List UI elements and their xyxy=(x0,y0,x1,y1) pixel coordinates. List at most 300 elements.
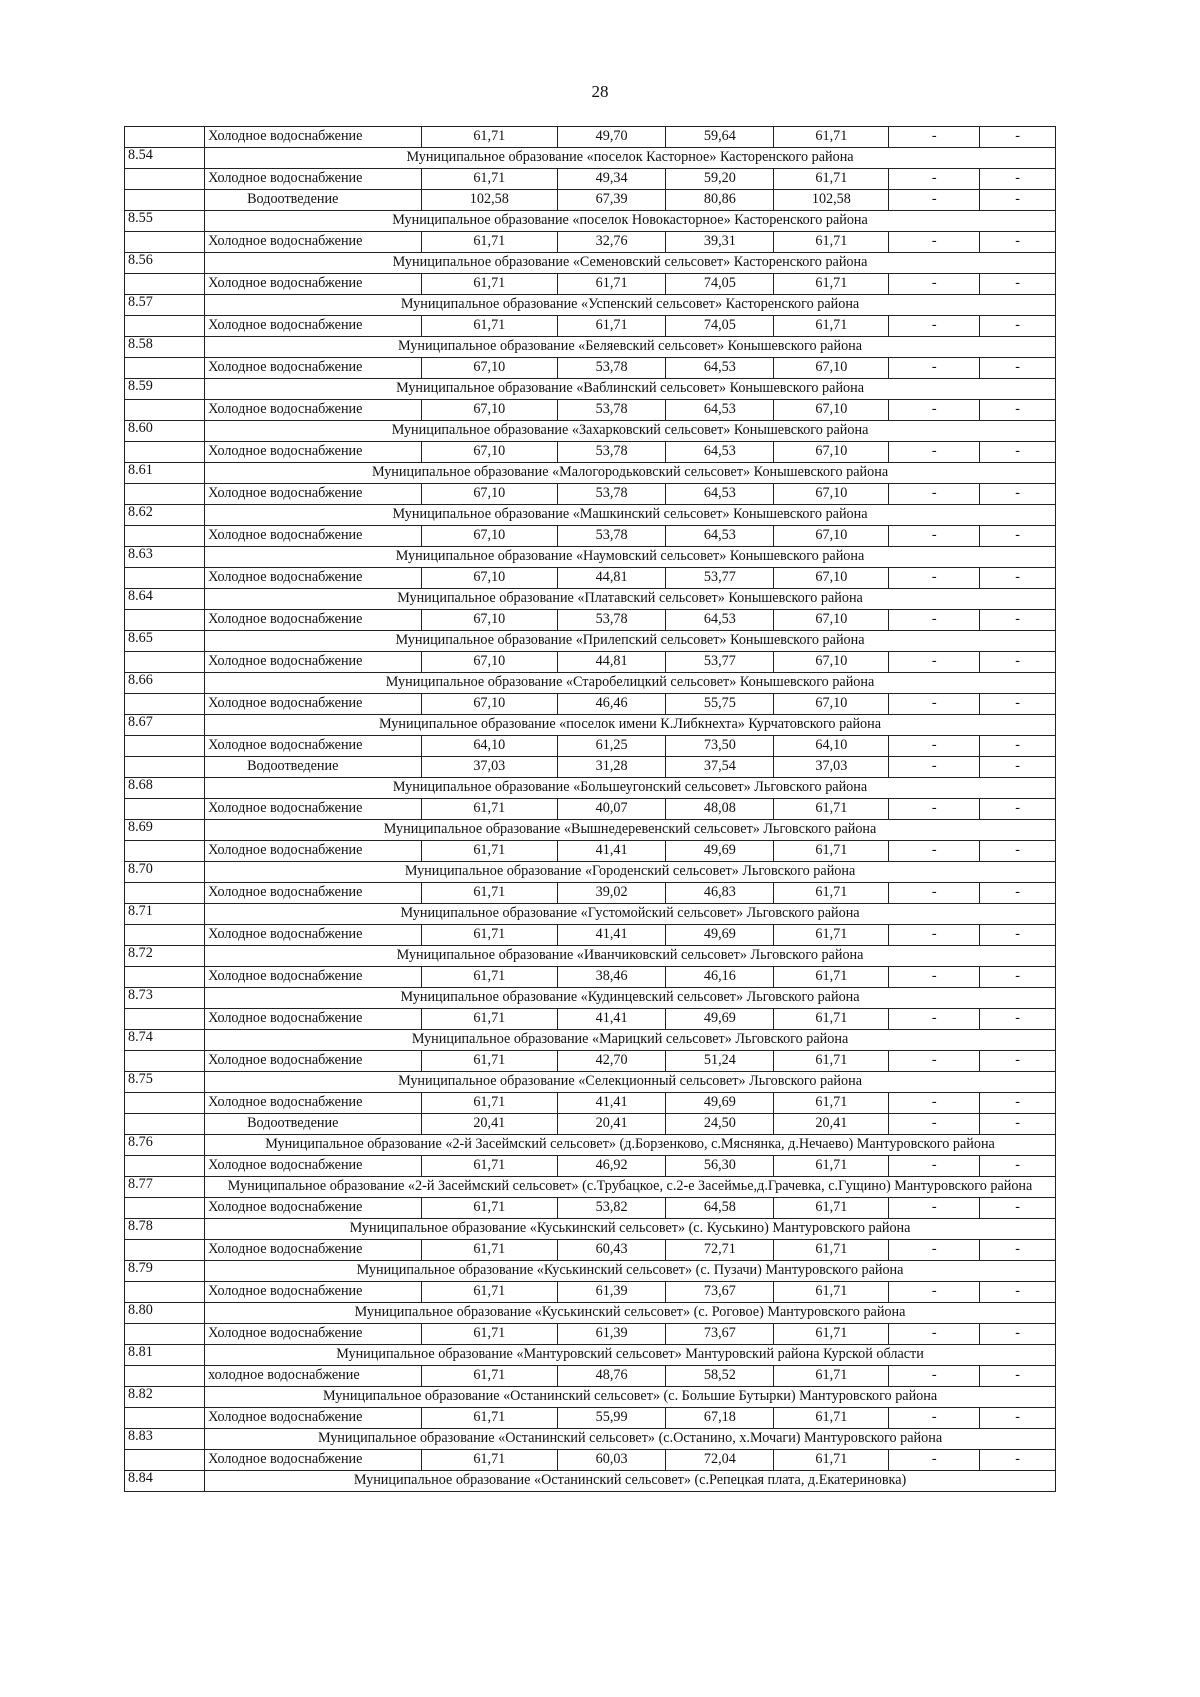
service-name: Холодное водоснабжение xyxy=(205,1156,422,1177)
tariff-value: 20,41 xyxy=(557,1114,665,1135)
municipality-title-row xyxy=(125,148,1056,169)
tariff-value: - xyxy=(980,526,1056,547)
tariff-table xyxy=(124,126,1056,1492)
tariff-value: 61,71 xyxy=(557,274,665,295)
tariff-value: 61,71 xyxy=(421,883,557,904)
tariff-value: 61,71 xyxy=(421,1240,557,1261)
municipality-title-row xyxy=(125,1303,1056,1324)
tariff-value: 40,07 xyxy=(557,799,665,820)
tariff-value: 61,71 xyxy=(421,841,557,862)
tariff-value: 46,83 xyxy=(666,883,774,904)
tariff-value: 61,71 xyxy=(774,316,889,337)
service-name: Холодное водоснабжение xyxy=(205,1408,422,1429)
tariff-value: - xyxy=(980,883,1056,904)
municipality-title-row xyxy=(125,1261,1056,1282)
tariff-value: - xyxy=(980,841,1056,862)
tariff-value: - xyxy=(889,1450,980,1471)
row-number: 8.56 xyxy=(125,253,205,274)
row-number xyxy=(125,316,205,337)
municipality-name: Муниципальное образование «поселок Новокасторное» Касторенского района xyxy=(205,211,1056,232)
tariff-value: 61,71 xyxy=(421,967,557,988)
row-number: 8.58 xyxy=(125,337,205,358)
service-tariff-row xyxy=(125,652,1056,673)
service-tariff-row xyxy=(125,610,1056,631)
service-name: Холодное водоснабжение xyxy=(205,1093,422,1114)
tariff-value: 61,71 xyxy=(774,841,889,862)
row-number xyxy=(125,1282,205,1303)
tariff-value: 61,71 xyxy=(421,274,557,295)
tariff-value: - xyxy=(889,442,980,463)
municipality-name: Муниципальное образование «Ваблинский сельсовет» Конышевского района xyxy=(205,379,1056,400)
municipality-title-row xyxy=(125,715,1056,736)
municipality-name: Муниципальное образование «Кудинцевский сельсовет» Льговского района xyxy=(205,988,1056,1009)
tariff-value: - xyxy=(980,484,1056,505)
tariff-value: - xyxy=(980,1009,1056,1030)
service-name: Холодное водоснабжение xyxy=(205,232,422,253)
row-number: 8.66 xyxy=(125,673,205,694)
row-number: 8.82 xyxy=(125,1387,205,1408)
tariff-value: 53,78 xyxy=(557,442,665,463)
service-name: Холодное водоснабжение xyxy=(205,169,422,190)
tariff-value: - xyxy=(889,127,980,148)
tariff-value: 64,10 xyxy=(774,736,889,757)
tariff-value: 80,86 xyxy=(666,190,774,211)
tariff-value: 61,71 xyxy=(421,1156,557,1177)
row-number: 8.59 xyxy=(125,379,205,400)
tariff-value: - xyxy=(889,1240,980,1261)
municipality-name: Муниципальное образование «Городенский сельсовет» Льговского района xyxy=(205,862,1056,883)
tariff-value: - xyxy=(889,484,980,505)
municipality-name: Муниципальное образование «2-й Засеймский сельсовет» (д.Борзенково, с.Мяснянка, д.Нечаево) Мантуровского района xyxy=(205,1135,1056,1156)
tariff-value: 49,69 xyxy=(666,1093,774,1114)
tariff-value: 55,99 xyxy=(557,1408,665,1429)
tariff-value: - xyxy=(889,1051,980,1072)
tariff-value: 24,50 xyxy=(666,1114,774,1135)
tariff-value: 51,24 xyxy=(666,1051,774,1072)
row-number: 8.73 xyxy=(125,988,205,1009)
municipality-name: Муниципальное образование «Наумовский сельсовет» Конышевского района xyxy=(205,547,1056,568)
row-number: 8.80 xyxy=(125,1303,205,1324)
tariff-value: - xyxy=(889,1282,980,1303)
service-name: Холодное водоснабжение xyxy=(205,568,422,589)
row-number xyxy=(125,190,205,211)
tariff-value: 61,71 xyxy=(421,1009,557,1030)
service-name: Холодное водоснабжение xyxy=(205,526,422,547)
service-tariff-row xyxy=(125,736,1056,757)
tariff-value: 55,75 xyxy=(666,694,774,715)
row-number xyxy=(125,799,205,820)
tariff-value: 61,71 xyxy=(421,127,557,148)
tariff-value: 53,77 xyxy=(666,568,774,589)
row-number: 8.63 xyxy=(125,547,205,568)
tariff-value: 67,39 xyxy=(557,190,665,211)
tariff-value: - xyxy=(889,694,980,715)
tariff-value: 53,77 xyxy=(666,652,774,673)
tariff-value: - xyxy=(980,400,1056,421)
tariff-value: - xyxy=(889,568,980,589)
tariff-value: 73,67 xyxy=(666,1282,774,1303)
service-name: Холодное водоснабжение xyxy=(205,925,422,946)
row-number: 8.57 xyxy=(125,295,205,316)
row-number: 8.79 xyxy=(125,1261,205,1282)
tariff-value: 53,78 xyxy=(557,400,665,421)
service-name: Холодное водоснабжение xyxy=(205,841,422,862)
municipality-name: Муниципальное образование «Семеновский сельсовет» Касторенского района xyxy=(205,253,1056,274)
row-number: 8.67 xyxy=(125,715,205,736)
tariff-value: - xyxy=(889,1366,980,1387)
tariff-value: 61,71 xyxy=(421,232,557,253)
tariff-value: - xyxy=(980,1282,1056,1303)
tariff-value: 53,78 xyxy=(557,610,665,631)
tariff-value: 67,10 xyxy=(421,442,557,463)
municipality-title-row xyxy=(125,253,1056,274)
service-name: Холодное водоснабжение xyxy=(205,1198,422,1219)
tariff-value: 53,78 xyxy=(557,526,665,547)
municipality-title-row xyxy=(125,1387,1056,1408)
tariff-value: - xyxy=(980,1408,1056,1429)
row-number: 8.75 xyxy=(125,1072,205,1093)
service-name: Холодное водоснабжение xyxy=(205,484,422,505)
row-number: 8.65 xyxy=(125,631,205,652)
tariff-value: - xyxy=(980,1093,1056,1114)
tariff-value: 61,71 xyxy=(774,1324,889,1345)
row-number: 8.83 xyxy=(125,1429,205,1450)
municipality-name: Муниципальное образование «поселок имени К.Либкнехта» Курчатовского района xyxy=(205,715,1056,736)
tariff-value: - xyxy=(889,1114,980,1135)
tariff-value: 61,71 xyxy=(774,1408,889,1429)
municipality-name: Муниципальное образование «Машкинский сельсовет» Конышевского района xyxy=(205,505,1056,526)
row-number xyxy=(125,127,205,148)
tariff-value: 41,41 xyxy=(557,925,665,946)
tariff-value: - xyxy=(980,736,1056,757)
tariff-value: 61,71 xyxy=(421,1093,557,1114)
tariff-value: 73,67 xyxy=(666,1324,774,1345)
tariff-value: 61,39 xyxy=(557,1282,665,1303)
municipality-title-row xyxy=(125,778,1056,799)
municipality-name: Муниципальное образование «Останинский сельсовет» (с. Большие Бутырки) Мантуровского района xyxy=(205,1387,1056,1408)
service-name: Холодное водоснабжение xyxy=(205,1240,422,1261)
tariff-value: 49,34 xyxy=(557,169,665,190)
tariff-value: - xyxy=(889,232,980,253)
tariff-value: - xyxy=(889,190,980,211)
tariff-value: - xyxy=(980,568,1056,589)
municipality-name: Муниципальное образование «Прилепский сельсовет» Конышевского района xyxy=(205,631,1056,652)
tariff-value: - xyxy=(980,442,1056,463)
tariff-value: 39,31 xyxy=(666,232,774,253)
row-number xyxy=(125,1051,205,1072)
service-tariff-row xyxy=(125,1093,1056,1114)
row-number xyxy=(125,610,205,631)
municipality-name: Муниципальное образование «Платавский сельсовет» Конышевского района xyxy=(205,589,1056,610)
row-number: 8.71 xyxy=(125,904,205,925)
tariff-value: 67,10 xyxy=(774,652,889,673)
municipality-name: Муниципальное образование «Большеугонский сельсовет» Льговского района xyxy=(205,778,1056,799)
tariff-value: - xyxy=(980,925,1056,946)
tariff-value: - xyxy=(980,1366,1056,1387)
service-tariff-row xyxy=(125,1324,1056,1345)
service-name: холодное водоснабжение xyxy=(205,1366,422,1387)
service-tariff-row xyxy=(125,1156,1056,1177)
tariff-value: - xyxy=(980,190,1056,211)
service-tariff-row xyxy=(125,757,1056,778)
tariff-value: 64,53 xyxy=(666,610,774,631)
row-number: 8.84 xyxy=(125,1471,205,1492)
row-number xyxy=(125,400,205,421)
row-number xyxy=(125,1408,205,1429)
tariff-value: 64,53 xyxy=(666,484,774,505)
tariff-value: 37,54 xyxy=(666,757,774,778)
tariff-value: - xyxy=(980,1156,1056,1177)
municipality-title-row xyxy=(125,1135,1056,1156)
municipality-name: Муниципальное образование «Куськинский сельсовет» (с. Роговое) Мантуровского района xyxy=(205,1303,1056,1324)
row-number xyxy=(125,169,205,190)
page-number: 28 xyxy=(591,82,609,101)
tariff-value: 64,53 xyxy=(666,442,774,463)
tariff-value: - xyxy=(889,1198,980,1219)
tariff-value: 61,71 xyxy=(774,1240,889,1261)
row-number: 8.69 xyxy=(125,820,205,841)
row-number xyxy=(125,1366,205,1387)
tariff-value: - xyxy=(889,757,980,778)
service-tariff-row xyxy=(125,1114,1056,1135)
service-name: Холодное водоснабжение xyxy=(205,799,422,820)
tariff-value: 67,10 xyxy=(774,610,889,631)
tariff-value: 61,71 xyxy=(421,169,557,190)
service-name: Водоотведение xyxy=(205,1114,422,1135)
tariff-value: 46,16 xyxy=(666,967,774,988)
row-number xyxy=(125,925,205,946)
tariff-value: 41,41 xyxy=(557,841,665,862)
municipality-title-row xyxy=(125,988,1056,1009)
tariff-value: 72,71 xyxy=(666,1240,774,1261)
tariff-value: 60,03 xyxy=(557,1450,665,1471)
row-number: 8.77 xyxy=(125,1177,205,1198)
tariff-value: - xyxy=(889,1156,980,1177)
tariff-value: 59,20 xyxy=(666,169,774,190)
row-number: 8.60 xyxy=(125,421,205,442)
tariff-value: 49,70 xyxy=(557,127,665,148)
service-name: Холодное водоснабжение xyxy=(205,1324,422,1345)
tariff-value: 61,71 xyxy=(774,169,889,190)
tariff-value: 61,71 xyxy=(774,1009,889,1030)
service-name: Холодное водоснабжение xyxy=(205,694,422,715)
row-number xyxy=(125,274,205,295)
tariff-value: - xyxy=(980,1324,1056,1345)
tariff-value: - xyxy=(980,1450,1056,1471)
tariff-value: 61,71 xyxy=(774,925,889,946)
tariff-value: - xyxy=(980,799,1056,820)
tariff-value: 61,71 xyxy=(774,232,889,253)
service-name: Холодное водоснабжение xyxy=(205,127,422,148)
service-tariff-row xyxy=(125,694,1056,715)
service-name: Холодное водоснабжение xyxy=(205,736,422,757)
service-tariff-row xyxy=(125,568,1056,589)
tariff-value: 67,10 xyxy=(421,484,557,505)
municipality-name: Муниципальное образование «Иванчиковский сельсовет» Льговского района xyxy=(205,946,1056,967)
row-number xyxy=(125,484,205,505)
municipality-name: Муниципальное образование «2-й Засеймский сельсовет» (с.Трубацкое, с.2-е Засеймье,д.Грачевка, с.Гущино) Мантуровского района xyxy=(205,1177,1056,1198)
tariff-value: 60,43 xyxy=(557,1240,665,1261)
tariff-value: - xyxy=(889,652,980,673)
tariff-value: 74,05 xyxy=(666,316,774,337)
row-number xyxy=(125,232,205,253)
tariff-value: 61,71 xyxy=(421,1366,557,1387)
municipality-title-row xyxy=(125,1177,1056,1198)
municipality-name: Муниципальное образование «Густомойский сельсовет» Льговского района xyxy=(205,904,1056,925)
tariff-value: - xyxy=(980,652,1056,673)
tariff-value: - xyxy=(889,400,980,421)
municipality-title-row xyxy=(125,463,1056,484)
tariff-value: 58,52 xyxy=(666,1366,774,1387)
row-number xyxy=(125,652,205,673)
municipality-title-row xyxy=(125,820,1056,841)
tariff-value: 59,64 xyxy=(666,127,774,148)
service-tariff-row xyxy=(125,841,1056,862)
tariff-value: - xyxy=(889,169,980,190)
municipality-name: Муниципальное образование «поселок Касторное» Касторенского района xyxy=(205,148,1056,169)
municipality-name: Муниципальное образование «Вышнедеревенский сельсовет» Льговского района xyxy=(205,820,1056,841)
tariff-value: 67,10 xyxy=(421,694,557,715)
tariff-value: 44,81 xyxy=(557,652,665,673)
tariff-value: - xyxy=(980,358,1056,379)
municipality-title-row xyxy=(125,547,1056,568)
tariff-value: - xyxy=(889,883,980,904)
tariff-value: 37,03 xyxy=(774,757,889,778)
tariff-value: 46,92 xyxy=(557,1156,665,1177)
tariff-value: - xyxy=(889,316,980,337)
row-number: 8.76 xyxy=(125,1135,205,1156)
tariff-value: 67,10 xyxy=(421,610,557,631)
tariff-value: 48,76 xyxy=(557,1366,665,1387)
row-number: 8.81 xyxy=(125,1345,205,1366)
row-number: 8.54 xyxy=(125,148,205,169)
municipality-title-row xyxy=(125,862,1056,883)
tariff-value: 20,41 xyxy=(421,1114,557,1135)
tariff-value: - xyxy=(980,1051,1056,1072)
tariff-value: - xyxy=(889,925,980,946)
tariff-value: 67,10 xyxy=(421,358,557,379)
tariff-value: - xyxy=(889,841,980,862)
tariff-value: 61,71 xyxy=(421,316,557,337)
tariff-value: - xyxy=(889,1009,980,1030)
tariff-value: 61,71 xyxy=(421,1324,557,1345)
service-tariff-row xyxy=(125,967,1056,988)
row-number: 8.61 xyxy=(125,463,205,484)
municipality-title-row xyxy=(125,1345,1056,1366)
tariff-value: - xyxy=(889,358,980,379)
row-number: 8.55 xyxy=(125,211,205,232)
row-number xyxy=(125,1240,205,1261)
tariff-value: 39,02 xyxy=(557,883,665,904)
tariff-value: 67,10 xyxy=(421,400,557,421)
municipality-name: Муниципальное образование «Мантуровский сельсовет» Мантуровский района Курской области xyxy=(205,1345,1056,1366)
service-name: Холодное водоснабжение xyxy=(205,610,422,631)
tariff-value: 48,08 xyxy=(666,799,774,820)
tariff-value: 74,05 xyxy=(666,274,774,295)
tariff-value: 44,81 xyxy=(557,568,665,589)
tariff-value: 61,71 xyxy=(421,799,557,820)
row-number: 8.62 xyxy=(125,505,205,526)
tariff-value: 56,30 xyxy=(666,1156,774,1177)
service-name: Холодное водоснабжение xyxy=(205,883,422,904)
tariff-value: 49,69 xyxy=(666,1009,774,1030)
service-tariff-row xyxy=(125,883,1056,904)
tariff-value: 61,71 xyxy=(774,967,889,988)
municipality-name: Муниципальное образование «Малогородьковский сельсовет» Конышевского района xyxy=(205,463,1056,484)
tariff-value: - xyxy=(980,274,1056,295)
tariff-value: 64,58 xyxy=(666,1198,774,1219)
service-name: Холодное водоснабжение xyxy=(205,400,422,421)
tariff-value: 61,71 xyxy=(774,1156,889,1177)
tariff-value: 61,71 xyxy=(421,1051,557,1072)
row-number xyxy=(125,1156,205,1177)
row-number xyxy=(125,1093,205,1114)
tariff-value: 67,10 xyxy=(774,568,889,589)
tariff-value: 53,82 xyxy=(557,1198,665,1219)
municipality-title-row xyxy=(125,1429,1056,1450)
municipality-title-row xyxy=(125,1072,1056,1093)
service-name: Холодное водоснабжение xyxy=(205,1450,422,1471)
tariff-value: 61,71 xyxy=(774,1282,889,1303)
service-tariff-row xyxy=(125,526,1056,547)
tariff-value: 61,71 xyxy=(774,883,889,904)
tariff-value: - xyxy=(980,169,1056,190)
row-number xyxy=(125,442,205,463)
tariff-value: 67,10 xyxy=(774,442,889,463)
tariff-value: - xyxy=(980,694,1056,715)
tariff-value: - xyxy=(889,1408,980,1429)
service-tariff-row xyxy=(125,358,1056,379)
tariff-value: 49,69 xyxy=(666,925,774,946)
tariff-value: 61,71 xyxy=(421,1198,557,1219)
service-tariff-row xyxy=(125,925,1056,946)
municipality-title-row xyxy=(125,1471,1056,1492)
row-number xyxy=(125,1114,205,1135)
service-name: Холодное водоснабжение xyxy=(205,1009,422,1030)
tariff-value: - xyxy=(889,1324,980,1345)
tariff-value: 42,70 xyxy=(557,1051,665,1072)
municipality-title-row xyxy=(125,904,1056,925)
municipality-name: Муниципальное образование «Останинский сельсовет» (с.Репецкая плата, д.Екатериновка) xyxy=(205,1471,1056,1492)
tariff-value: 61,71 xyxy=(421,1450,557,1471)
tariff-value: 67,10 xyxy=(421,652,557,673)
tariff-value: 61,71 xyxy=(421,1282,557,1303)
municipality-title-row xyxy=(125,295,1056,316)
service-name: Холодное водоснабжение xyxy=(205,1282,422,1303)
municipality-title-row xyxy=(125,505,1056,526)
row-number: 8.64 xyxy=(125,589,205,610)
row-number xyxy=(125,883,205,904)
service-tariff-row xyxy=(125,1408,1056,1429)
municipality-name: Муниципальное образование «Останинский сельсовет» (с.Останино, х.Мочаги) Мантуровского района xyxy=(205,1429,1056,1450)
service-tariff-row xyxy=(125,274,1056,295)
service-name: Холодное водоснабжение xyxy=(205,1051,422,1072)
tariff-value: 61,25 xyxy=(557,736,665,757)
tariff-value: 67,10 xyxy=(774,400,889,421)
tariff-value: - xyxy=(980,967,1056,988)
row-number xyxy=(125,1324,205,1345)
municipality-title-row xyxy=(125,211,1056,232)
tariff-value: 61,71 xyxy=(774,274,889,295)
tariff-value: - xyxy=(889,967,980,988)
tariff-value: 61,71 xyxy=(557,316,665,337)
tariff-value: - xyxy=(889,274,980,295)
tariff-value: - xyxy=(889,610,980,631)
tariff-value: 61,71 xyxy=(421,925,557,946)
service-tariff-row xyxy=(125,484,1056,505)
tariff-value: 64,53 xyxy=(666,358,774,379)
tariff-value: - xyxy=(980,1198,1056,1219)
